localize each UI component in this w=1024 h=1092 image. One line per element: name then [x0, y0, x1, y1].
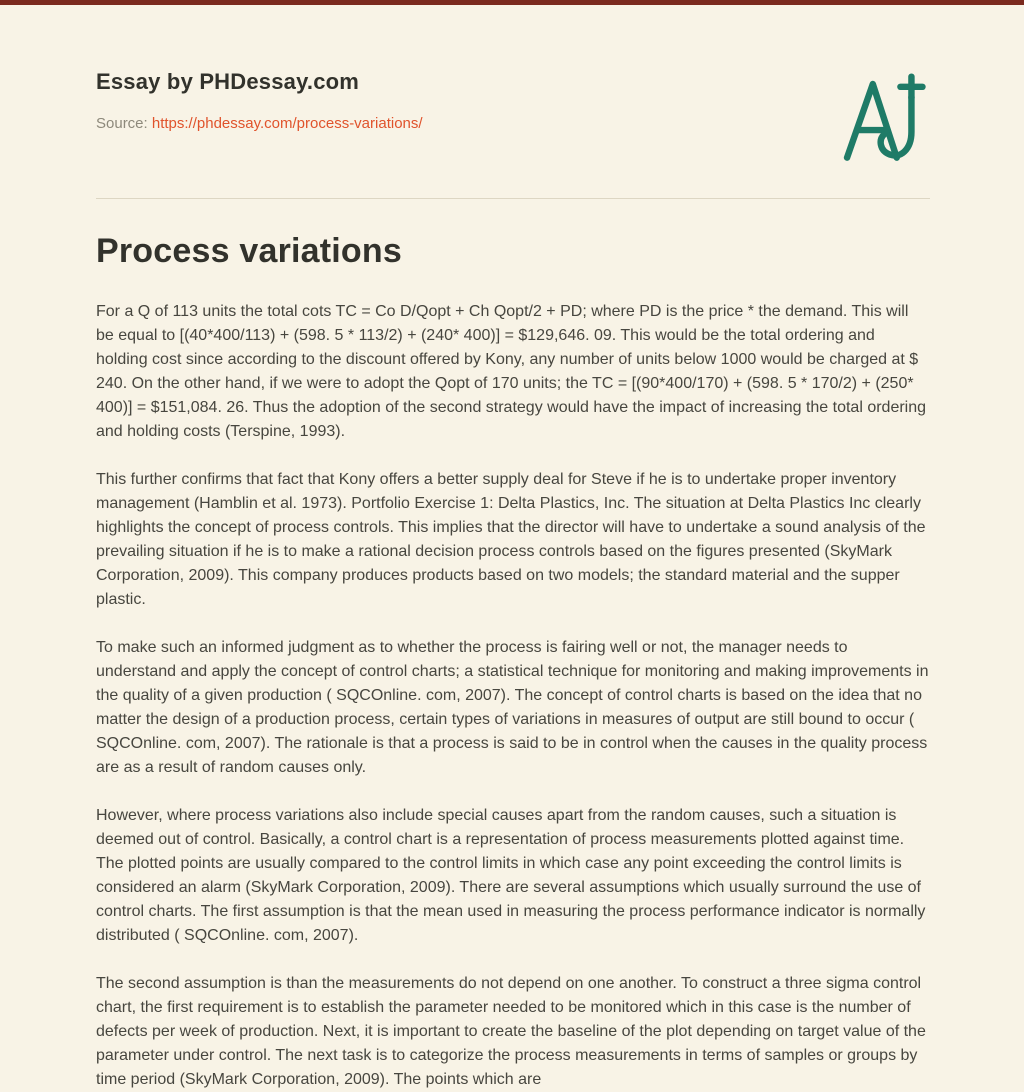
source-label: Source:: [96, 115, 148, 132]
essay-paragraph: To make such an informed judgment as to whether the process is fairing well or not, the manager needs to understand and apply the concept of control charts; a statistical technique for monitoring and making improvements in the quality of a given production ( SQCOnline. com, 2007). The concept of control charts is based on the idea that no matter the design of a production process, certain types of variations in measures of output are still bound to occur ( SQCOnline. com, 2007). The rationale is that a process is said to be in control when the causes in the quality process are as a result of random causes only.: [96, 639, 929, 776]
essay-paragraph: For a Q of 113 units the total cots TC = Co D/Qopt + Ch Qopt/2 + PD; where PD is the price * the demand. This will be equal to [(40*400/113) + (598. 5 * 113/2) + (240* 400)] = $129,646. 09. This would be the total ordering and holding cost since according to the discount offered by Kony, any number of units below 1000 would be charged at $ 240. On the other hand, if we were to adopt the Qopt of 170 units; the TC = [(90*400/170) + (598. 5 * 170/2) + (250* 400)] = $151,084. 26. Thus the adoption of the second strategy would have the impact of increasing the total ordering and holding costs (Terspine, 1993).: [96, 303, 927, 440]
essay-paragraph: The second assumption is than the measurements do not depend on one another. To construct a three sigma control chart, the first requirement is to establish the parameter needed to be monitored which in this case is the number of defects per week of production. Next, it is important to create the baseline of the plot depending on target value of the parameter under control. The next task is to categorize the process measurements in terms of samples or groups by time period (SkyMark Corporation, 2009). The points which are: [96, 975, 926, 1088]
brand-heading: Essay by PHDessay.com: [96, 69, 360, 94]
essay-paragraph: However, where process variations also include special causes apart from the random causes, such a situation is deemed out of control. Basically, a control chart is a representation of process measurements plotted against time. The plotted points are usually compared to the control limits in which case any point exceeding the control limits is considered an alarm (SkyMark Corporation, 2009). There are several assumptions which usually surround the use of control charts. The first assumption is that the mean used in measuring the process performance indicator is normally distributed ( SQCOnline. com, 2007).: [96, 807, 926, 944]
header-divider: [96, 198, 930, 199]
page-header: [96, 5, 930, 165]
essay-paragraph: This further confirms that fact that Kony offers a better supply deal for Steve if he is to undertake proper inventory management (Hamblin et al. 1973). Portfolio Exercise 1: Delta Plastics, Inc. The situation at Delta Plastics Inc clearly highlights the concept of process controls. This implies that the director will have to undertake a sound analysis of the prevailing situation if he is to make a rational decision process controls based on the figures presented (SkyMark Corporation, 2009). This company produces products based on two models; the standard material and the supper plastic.: [96, 471, 926, 608]
phdessay-logo-icon: [834, 73, 930, 165]
essay-body: [96, 300, 930, 1092]
essay-title: Process variations: [96, 232, 402, 270]
source-url-link[interactable]: https://phdessay.com/process-variations/: [151, 115, 423, 132]
source-line: [96, 115, 423, 132]
essay-page: [0, 5, 1024, 1092]
header-text-block: [96, 69, 423, 132]
